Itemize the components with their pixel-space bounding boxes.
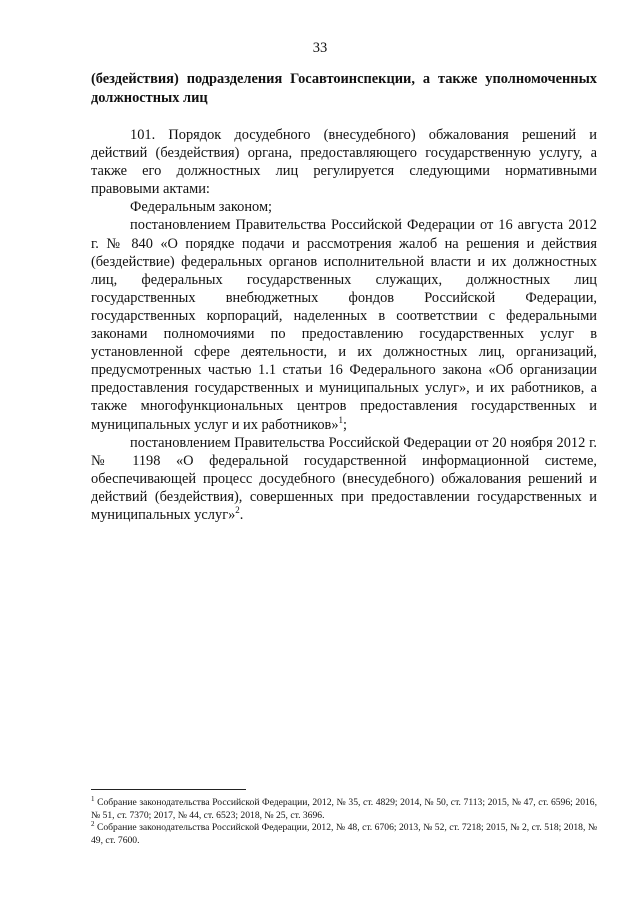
footnote-ref-2[interactable]: 2 <box>235 505 240 516</box>
footnote-1: $^1$ Собрание законодательства Российской Федерации, 2012, № 35, ст. 4829; 2014, № 50, ст. 7113; 2015, № 47, ст. 6596; 2016, № 51, ст. 7370; 2017, № 44, ст. 6523; 2018, № 25, ст. 3696. <box>91 794 597 821</box>
document-body <box>91 126 597 524</box>
paragraph-resolution-840: постановлением Правительства Российской Федерации от 16 августа 2012 г. № 840 «О порядке подачи и рассмотрения жалоб на решения и действия (бездействие) федеральных органов исполнительной власти и их должностных лиц, федеральных государственных служащих, должностных лиц государственных внебюджетных фондов Российской Федерации, государственных корпораций, наделенных в соответствии с федеральными законами полномочиями по предоставлению государственных услуг в установленной сфере деятельности, и их должностных лиц, организаций, предусмотренных частью 1.1 статьи 16 Федерального закона «Об организации предоставления государственных и муниципальных услуг», и их работников, а также многофункциональных центров предоставления государственных и муниципальных услуг и их работников»$^1$; <box>91 217 597 433</box>
footnotes <box>91 794 597 847</box>
paragraph-federal-law: Федеральным законом; <box>130 199 273 216</box>
footnote-ref-1[interactable]: 1 <box>338 414 344 425</box>
page-number: 33 <box>312 40 328 56</box>
footnote-2: $^2$ Собрание законодательства Российской Федерации, 2012, № 48, ст. 6706; 2013, № 52, ст. 7218; 2015, № 2, ст. 518; 2018, № 49, ст. 7600. <box>91 819 597 846</box>
footnote-divider <box>91 789 246 790</box>
paragraph-resolution-1198: постановлением Правительства Российской Федерации от 20 ноября 2012 г. № 1198 «О федеральной государственной информационной системе, обеспечивающей процесс досудебного (внесудебного) обжалования решений и действий (бездействия), совершенных при предоставлении государственных и муниципальных услуг»$^2$. <box>91 434 597 523</box>
paragraph-101: 101. Порядок досудебного (внесудебного) обжалования решений и действий (бездействия) органа, предоставляющего государственную услугу, а также его должностных лиц регулируется следующими нормативными правовыми актами: <box>91 127 597 198</box>
section-heading: (бездействия) подразделения Госавтоинспекции, а также уполномоченных должностных лиц <box>91 71 597 106</box>
